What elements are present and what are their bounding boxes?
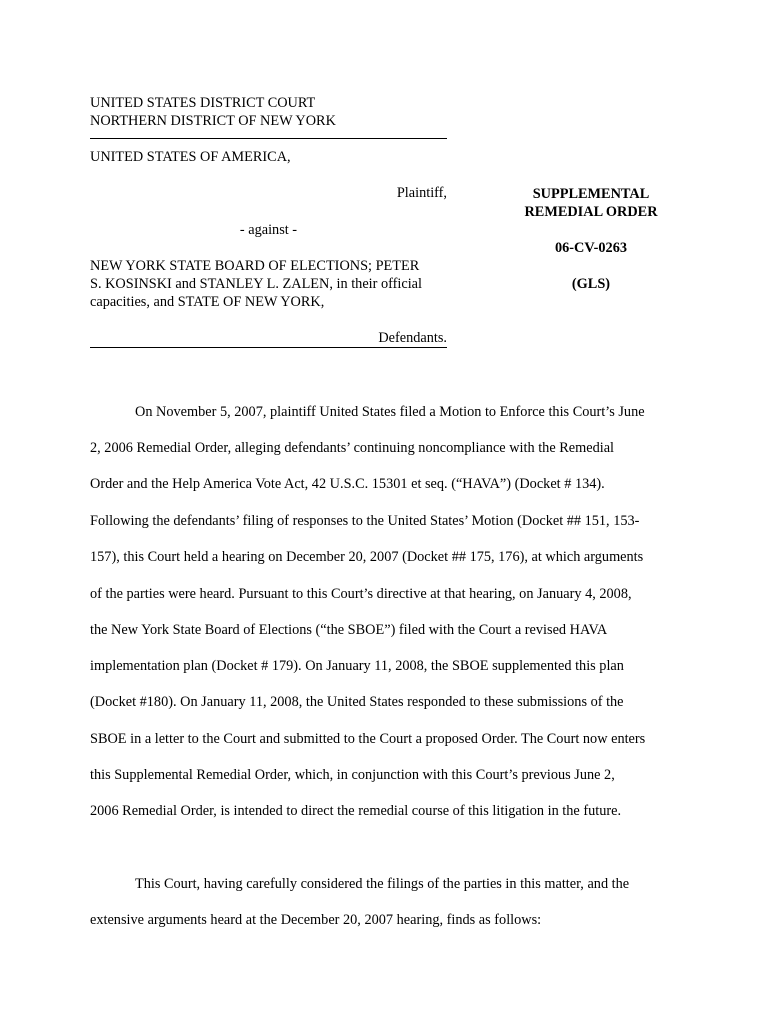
paragraph-1-line-10: SBOE in a letter to the Court and submitted to the Court a proposed Order. The Court now enters bbox=[90, 731, 646, 747]
paragraph-1-line-12: 2006 Remedial Order, is intended to direct the remedial course of this litigation in the future. bbox=[90, 803, 622, 819]
caption-bottom-rule bbox=[90, 347, 447, 348]
paragraph-1-line-5: 157), this Court held a hearing on December 20, 2007 (Docket ## 175, 176), at which arguments bbox=[90, 549, 644, 565]
judge-initials: (GLS) bbox=[571, 276, 611, 292]
paragraph-1-line-4: Following the defendants’ filing of responses to the United States’ Motion (Docket ## 151, 153- bbox=[90, 513, 640, 529]
paragraph-1-line-1: On November 5, 2007, plaintiff United States filed a Motion to Enforce this Court’s June bbox=[135, 404, 645, 420]
paragraph-1-line-3: Order and the Help America Vote Act, 42 U.S.C. 15301 et seq. (“HAVA”) (Docket # 134). bbox=[90, 476, 605, 492]
court-name: UNITED STATES DISTRICT COURT bbox=[90, 95, 316, 111]
paragraph-1-line-2: 2, 2006 Remedial Order, alleging defendants’ continuing noncompliance with the Remedial bbox=[90, 440, 615, 456]
court-district: NORTHERN DISTRICT OF NEW YORK bbox=[90, 113, 336, 129]
paragraph-1-line-8: implementation plan (Docket # 179). On January 11, 2008, the SBOE supplemented this plan bbox=[90, 658, 624, 674]
defendants-role: Defendants. bbox=[378, 330, 447, 346]
order-title-line-1: SUPPLEMENTAL bbox=[532, 186, 650, 202]
against-label: - against - bbox=[239, 222, 298, 238]
plaintiff-name: UNITED STATES OF AMERICA, bbox=[90, 149, 291, 165]
order-title-line-2: REMEDIAL ORDER bbox=[524, 204, 658, 220]
defendants-line-2: S. KOSINSKI and STANLEY L. ZALEN, in their official bbox=[90, 276, 423, 292]
paragraph-2-line-1: This Court, having carefully considered the filings of the parties in this matter, and the bbox=[135, 876, 630, 892]
plaintiff-role: Plaintiff, bbox=[396, 185, 447, 201]
paragraph-2-line-2: extensive arguments heard at the December 20, 2007 hearing, finds as follows: bbox=[90, 912, 542, 928]
case-number: 06-CV-0263 bbox=[554, 240, 627, 256]
paragraph-1-line-6: of the parties were heard. Pursuant to this Court’s directive at that hearing, on January 4, 2008, bbox=[90, 586, 632, 602]
paragraph-1-line-11: this Supplemental Remedial Order, which, in conjunction with this Court’s previous June 2, bbox=[90, 767, 615, 783]
defendants-line-1: NEW YORK STATE BOARD OF ELECTIONS; PETER bbox=[90, 258, 420, 274]
paragraph-1-line-7: the New York State Board of Elections (“the SBOE”) filed with the Court a revised HAVA bbox=[90, 622, 608, 638]
caption-top-rule bbox=[90, 138, 447, 139]
defendants-line-3: capacities, and STATE OF NEW YORK, bbox=[90, 294, 325, 310]
paragraph-1-line-9: (Docket #180). On January 11, 2008, the United States responded to these submissions of the bbox=[90, 694, 624, 710]
